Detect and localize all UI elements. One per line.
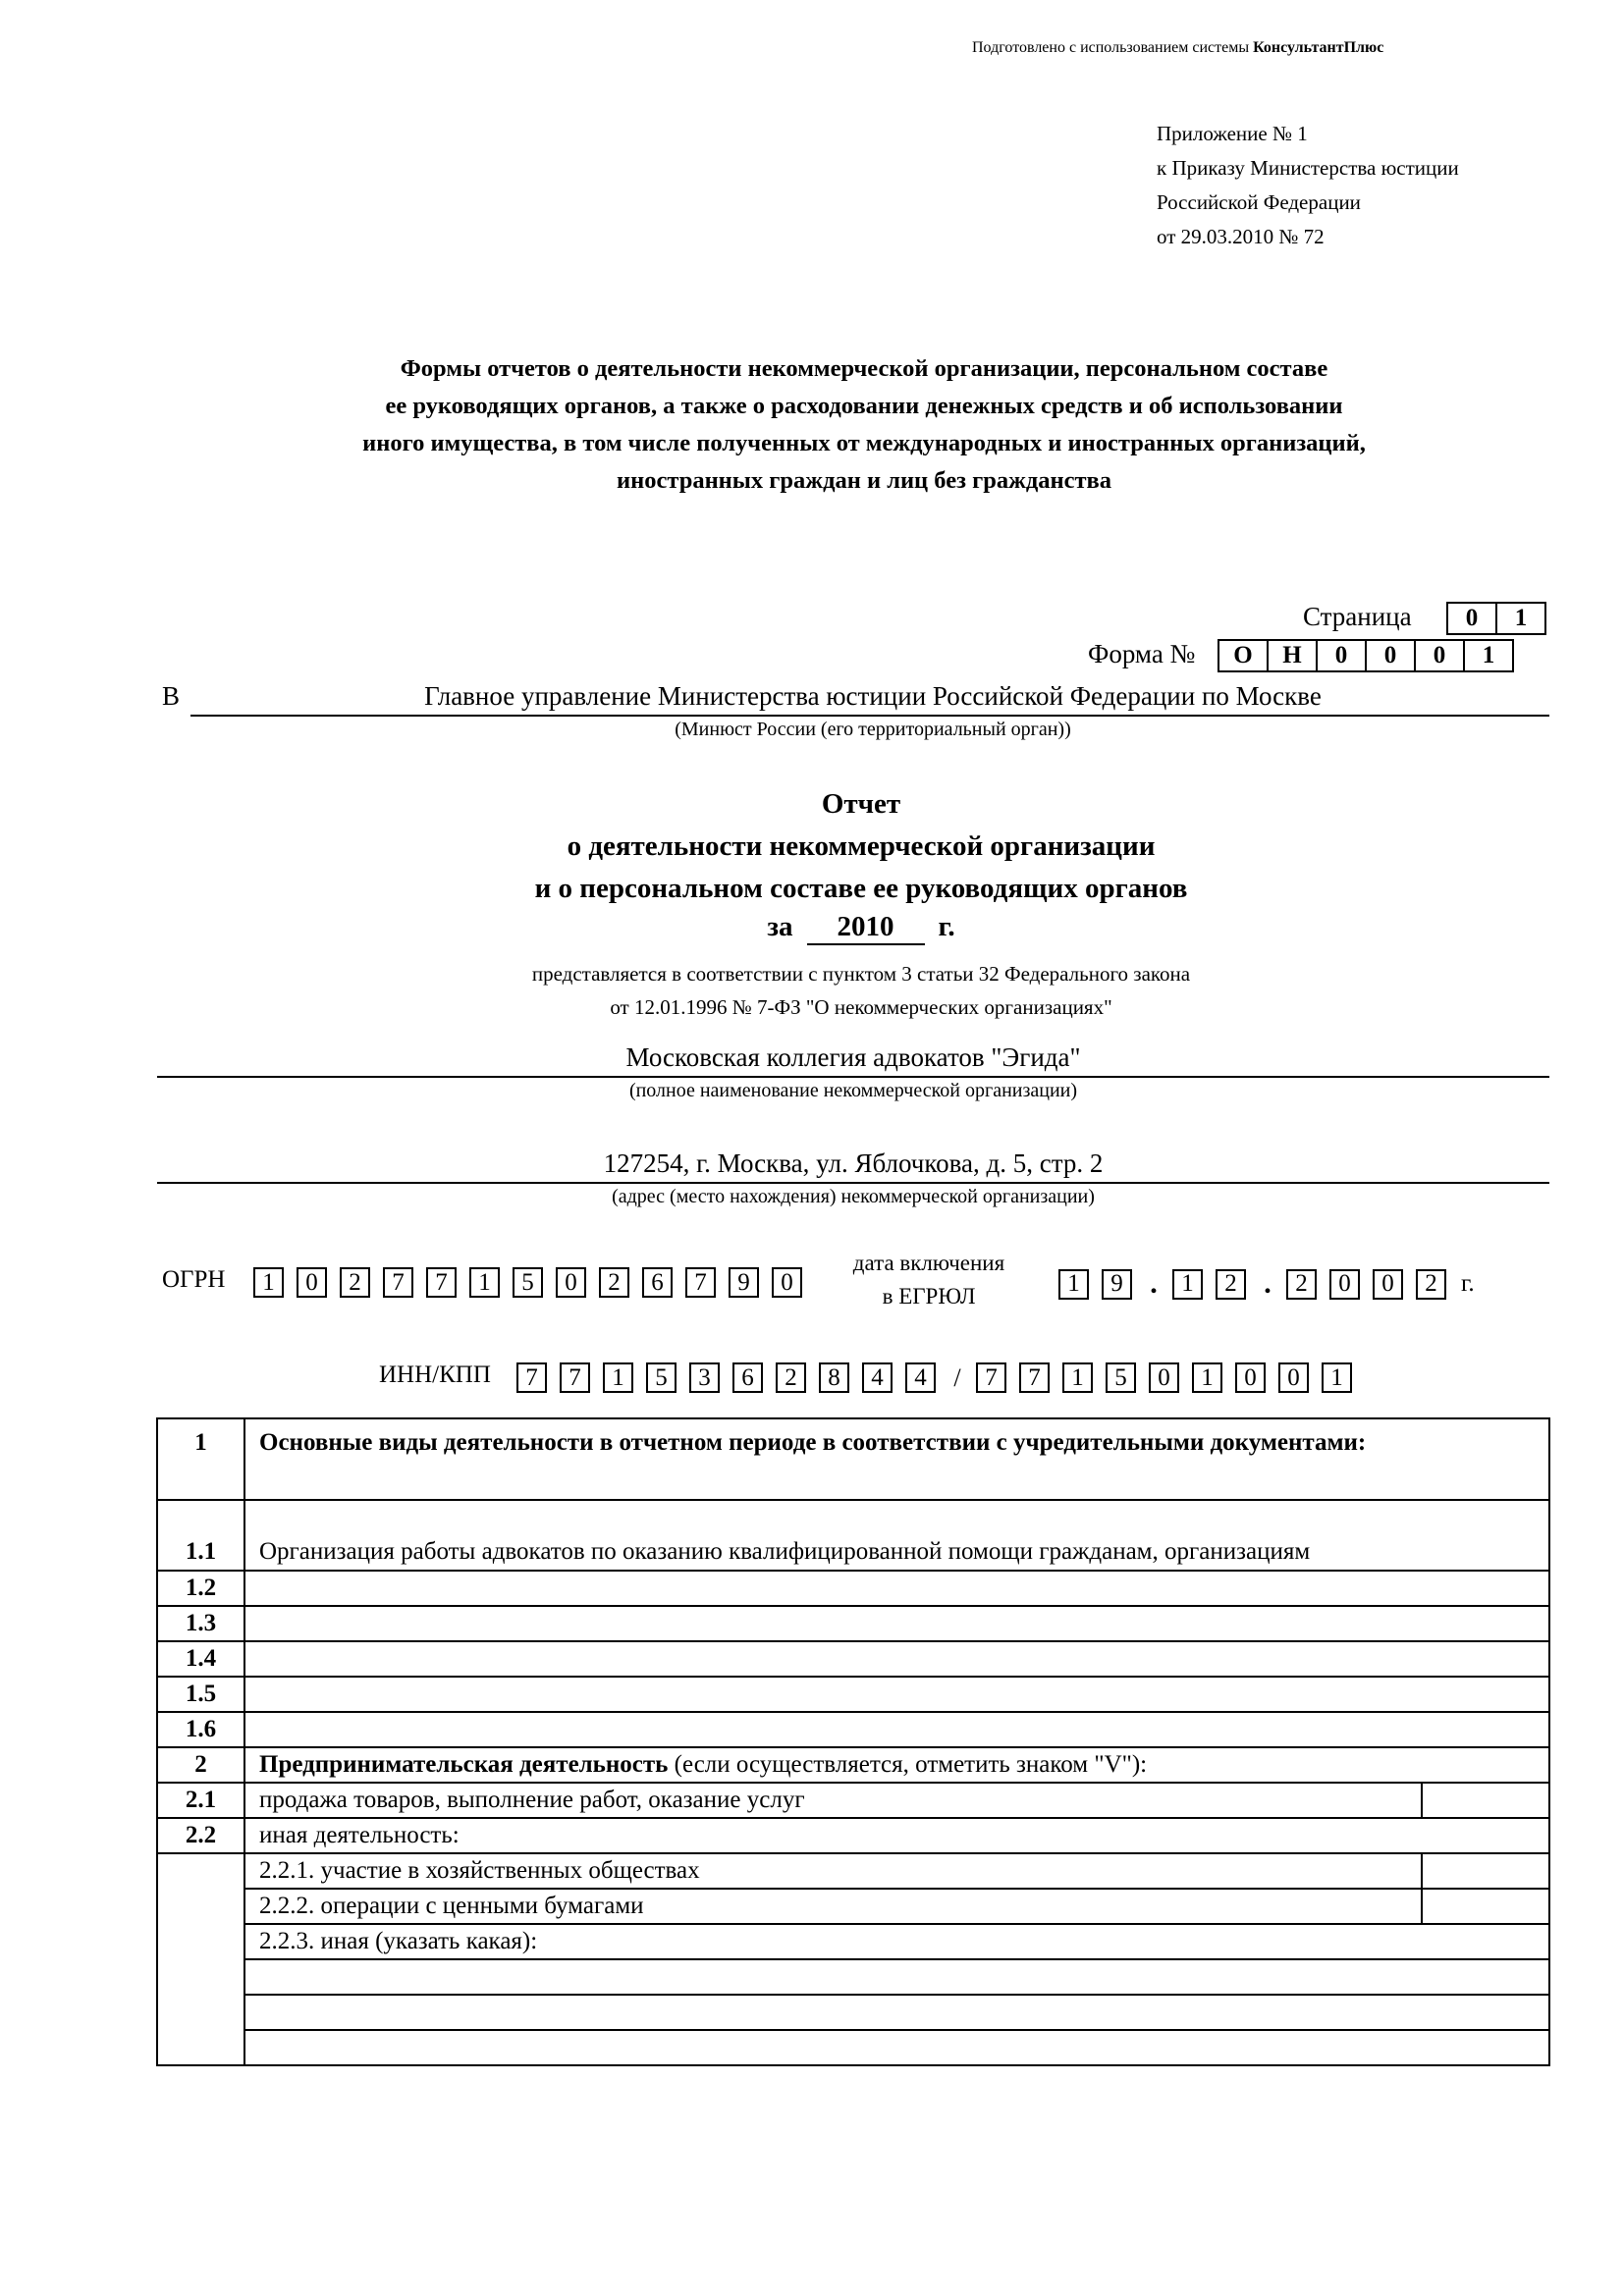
table-row xyxy=(157,1995,1549,2030)
table-row xyxy=(157,1747,1549,1783)
inn-kpp-label: ИНН/КПП xyxy=(379,1362,491,1388)
ogrn-digit: 2 xyxy=(340,1267,370,1298)
form-cells xyxy=(1219,639,1514,672)
form-cell: 1 xyxy=(1463,639,1514,672)
table-row xyxy=(157,1818,1549,1853)
consultant-plus-note xyxy=(972,39,1502,57)
kpp-digit: 7 xyxy=(976,1362,1006,1393)
table-row xyxy=(157,1959,1549,1995)
note-brand: КонсультантПлюс xyxy=(1253,39,1384,56)
activity-cell: продажа товаров, выполнение работ, оказание услуг xyxy=(244,1783,1422,1818)
inn-digit: 2 xyxy=(776,1362,806,1393)
inn-digit: 7 xyxy=(560,1362,590,1393)
inn-digit: 4 xyxy=(862,1362,893,1393)
check-cell[interactable] xyxy=(1422,1889,1549,1924)
inn-digit: 8 xyxy=(819,1362,849,1393)
row-number: 1.1 xyxy=(157,1500,244,1571)
activity-cell: 2.2.1. участие в хозяйственных обществах xyxy=(244,1853,1422,1889)
activities-table xyxy=(156,1417,1550,2066)
table-row xyxy=(157,1500,1549,1571)
inn-digit: 6 xyxy=(732,1362,763,1393)
egrul-year-digit: 0 xyxy=(1373,1269,1403,1300)
period-year: 2010 xyxy=(807,911,925,945)
row-number: 1.3 xyxy=(157,1606,244,1641)
table-row xyxy=(157,1924,1549,1959)
ogrn-digit: 2 xyxy=(599,1267,629,1298)
egrul-year-digit: 0 xyxy=(1329,1269,1360,1300)
ogrn-digit: 7 xyxy=(383,1267,413,1298)
kpp-digit: 1 xyxy=(1062,1362,1093,1393)
law-line: от 12.01.1996 № 7-ФЗ "О некоммерческих организациях" xyxy=(610,995,1112,1019)
ogrn-digit: 0 xyxy=(556,1267,586,1298)
activity-cell: 2.2.2. операции с ценными бумагами xyxy=(244,1889,1422,1924)
main-title-line: иного имущества, в том числе полученных от международных и иностранных организаций, xyxy=(362,430,1366,456)
egrul-label-line1: дата включения xyxy=(852,1251,1005,1275)
main-title-line: Формы отчетов о деятельности некоммерческой организации, персональном составе xyxy=(400,355,1328,382)
table-row xyxy=(157,1418,1549,1500)
period-suffix: г. xyxy=(938,911,955,942)
section2-bold: Предпринимательская деятельность xyxy=(259,1751,669,1778)
inn-digit: 7 xyxy=(516,1362,547,1393)
activity-cell[interactable] xyxy=(244,2030,1549,2065)
appendix-line: к Приказу Министерства юстиции xyxy=(1157,156,1459,180)
org-name-caption: (полное наименование некоммерческой организации) xyxy=(628,1080,1078,1101)
org-address-underline xyxy=(157,1182,1549,1184)
egrul-date-separator: . xyxy=(1150,1267,1158,1300)
ogrn-digit: 7 xyxy=(426,1267,457,1298)
report-title-line: о деятельности некоммерческой организации xyxy=(567,830,1156,862)
appendix-line: Российской Федерации xyxy=(1157,190,1361,214)
form-label: Форма № xyxy=(1088,639,1196,668)
kpp-digit: 1 xyxy=(1192,1362,1222,1393)
recipient-prefix: В xyxy=(162,681,181,711)
org-address-caption: (адрес (место нахождения) некоммерческой организации) xyxy=(612,1186,1095,1207)
appendix-line: Приложение № 1 xyxy=(1157,122,1308,145)
table-row xyxy=(157,1571,1549,1606)
org-address-value: 127254, г. Москва, ул. Яблочкова, д. 5, стр. 2 xyxy=(603,1148,1104,1178)
report-title-line: Отчет xyxy=(821,788,901,820)
main-title-line: иностранных граждан и лиц без гражданства xyxy=(617,467,1111,494)
inn-digit: 1 xyxy=(603,1362,633,1393)
egrul-date xyxy=(1058,1267,1475,1301)
recipient-underline xyxy=(190,715,1549,717)
egrul-year-suffix: г. xyxy=(1461,1270,1475,1297)
table-row xyxy=(157,1889,1549,1924)
appendix-line: от 29.03.2010 № 72 xyxy=(1157,225,1325,248)
ogrn-digits xyxy=(253,1267,815,1298)
page-cell: 0 xyxy=(1446,602,1497,635)
check-cell[interactable] xyxy=(1422,1783,1549,1818)
page-cells xyxy=(1448,602,1546,635)
row-number: 1 xyxy=(157,1418,244,1500)
activity-cell xyxy=(244,1641,1549,1677)
activity-cell: иная деятельность: xyxy=(244,1818,1549,1853)
form-cell: 0 xyxy=(1365,639,1416,672)
activity-cell xyxy=(244,1571,1549,1606)
table-row xyxy=(157,1712,1549,1747)
egrul-date-separator: . xyxy=(1264,1267,1272,1300)
ogrn-digit: 0 xyxy=(772,1267,802,1298)
table-row xyxy=(157,1677,1549,1712)
inn-kpp-separator: / xyxy=(953,1362,961,1392)
ogrn-digit: 1 xyxy=(253,1267,284,1298)
egrul-month-digit: 1 xyxy=(1172,1269,1203,1300)
ogrn-digit: 7 xyxy=(685,1267,716,1298)
row-number: 2.2 xyxy=(157,1818,244,1853)
ogrn-digit: 6 xyxy=(642,1267,673,1298)
main-title-line: ее руководящих органов, а также о расходовании денежных средств и об использовании xyxy=(385,393,1343,419)
inn-kpp-digits xyxy=(516,1362,1365,1393)
table-row xyxy=(157,1641,1549,1677)
activity-cell: 2.2.3. иная (указать какая): xyxy=(244,1924,1549,1959)
row-number: 2 xyxy=(157,1747,244,1783)
org-name-underline xyxy=(157,1076,1549,1078)
form-cell: 0 xyxy=(1316,639,1367,672)
kpp-digit: 7 xyxy=(1019,1362,1050,1393)
row-number: 1.6 xyxy=(157,1712,244,1747)
ogrn-digit: 1 xyxy=(469,1267,500,1298)
ogrn-digit: 9 xyxy=(729,1267,759,1298)
activity-cell[interactable] xyxy=(244,1995,1549,2030)
law-reference xyxy=(295,957,1428,1024)
appendix-block xyxy=(1157,117,1459,254)
row-number: 1.4 xyxy=(157,1641,244,1677)
period-prefix: за xyxy=(767,911,793,942)
egrul-day-digit: 9 xyxy=(1102,1269,1132,1300)
row-number: 1.5 xyxy=(157,1677,244,1712)
table-row xyxy=(157,1606,1549,1641)
form-cell: 0 xyxy=(1414,639,1465,672)
egrul-year-digit: 2 xyxy=(1416,1269,1446,1300)
note-prefix: Подготовлено с использованием системы xyxy=(972,39,1254,56)
form-cell: Н xyxy=(1267,639,1318,672)
recipient-value: Главное управление Министерства юстиции Российской Федерации по Москве xyxy=(424,681,1322,711)
row-number-empty xyxy=(157,1853,244,2065)
page-cell: 1 xyxy=(1495,602,1546,635)
row-number: 2.1 xyxy=(157,1783,244,1818)
inn-digit: 3 xyxy=(689,1362,720,1393)
kpp-digit: 5 xyxy=(1106,1362,1136,1393)
inn-digit: 4 xyxy=(905,1362,936,1393)
main-title xyxy=(196,350,1532,500)
egrul-label-line2: в ЕГРЮЛ xyxy=(882,1284,976,1308)
org-name-value: Московская коллегия адвокатов "Эгида" xyxy=(625,1042,1081,1072)
law-line: представляется в соответствии с пунктом 3 статьи 32 Федерального закона xyxy=(531,962,1191,986)
activity-cell: Организация работы адвокатов по оказанию квалифицированной помощи гражданам, организациям xyxy=(244,1500,1549,1571)
report-title xyxy=(295,783,1428,910)
ogrn-digit: 0 xyxy=(297,1267,327,1298)
section2-heading xyxy=(244,1747,1549,1783)
check-cell[interactable] xyxy=(1422,1853,1549,1889)
recipient-caption: (Минюст России (его территориальный орган)) xyxy=(675,719,1071,740)
kpp-digit: 0 xyxy=(1149,1362,1179,1393)
inn-digit: 5 xyxy=(646,1362,677,1393)
section2-rest: (если осуществляется, отметить знаком "V"): xyxy=(668,1751,1148,1778)
page-label: Страница xyxy=(1303,602,1412,631)
form-cell: О xyxy=(1218,639,1269,672)
report-period xyxy=(295,911,1428,945)
ogrn-label: ОГРН xyxy=(162,1266,226,1293)
kpp-digit: 1 xyxy=(1322,1362,1352,1393)
row-number: 1.2 xyxy=(157,1571,244,1606)
kpp-digit: 0 xyxy=(1278,1362,1309,1393)
table-row xyxy=(157,1853,1549,1889)
table-row xyxy=(157,1783,1549,1818)
activity-cell xyxy=(244,1712,1549,1747)
activity-cell[interactable] xyxy=(244,1959,1549,1995)
egrul-day-digit: 1 xyxy=(1058,1269,1089,1300)
report-title-line: и о персональном составе ее руководящих органов xyxy=(534,873,1188,904)
egrul-year-digit: 2 xyxy=(1286,1269,1317,1300)
egrul-month-digit: 2 xyxy=(1216,1269,1246,1300)
kpp-digit: 0 xyxy=(1235,1362,1266,1393)
activity-cell xyxy=(244,1677,1549,1712)
ogrn-digit: 5 xyxy=(513,1267,543,1298)
activity-cell xyxy=(244,1606,1549,1641)
section1-heading: Основные виды деятельности в отчетном периоде в соответствии с учредительными документами: xyxy=(244,1418,1549,1500)
table-row xyxy=(157,2030,1549,2065)
